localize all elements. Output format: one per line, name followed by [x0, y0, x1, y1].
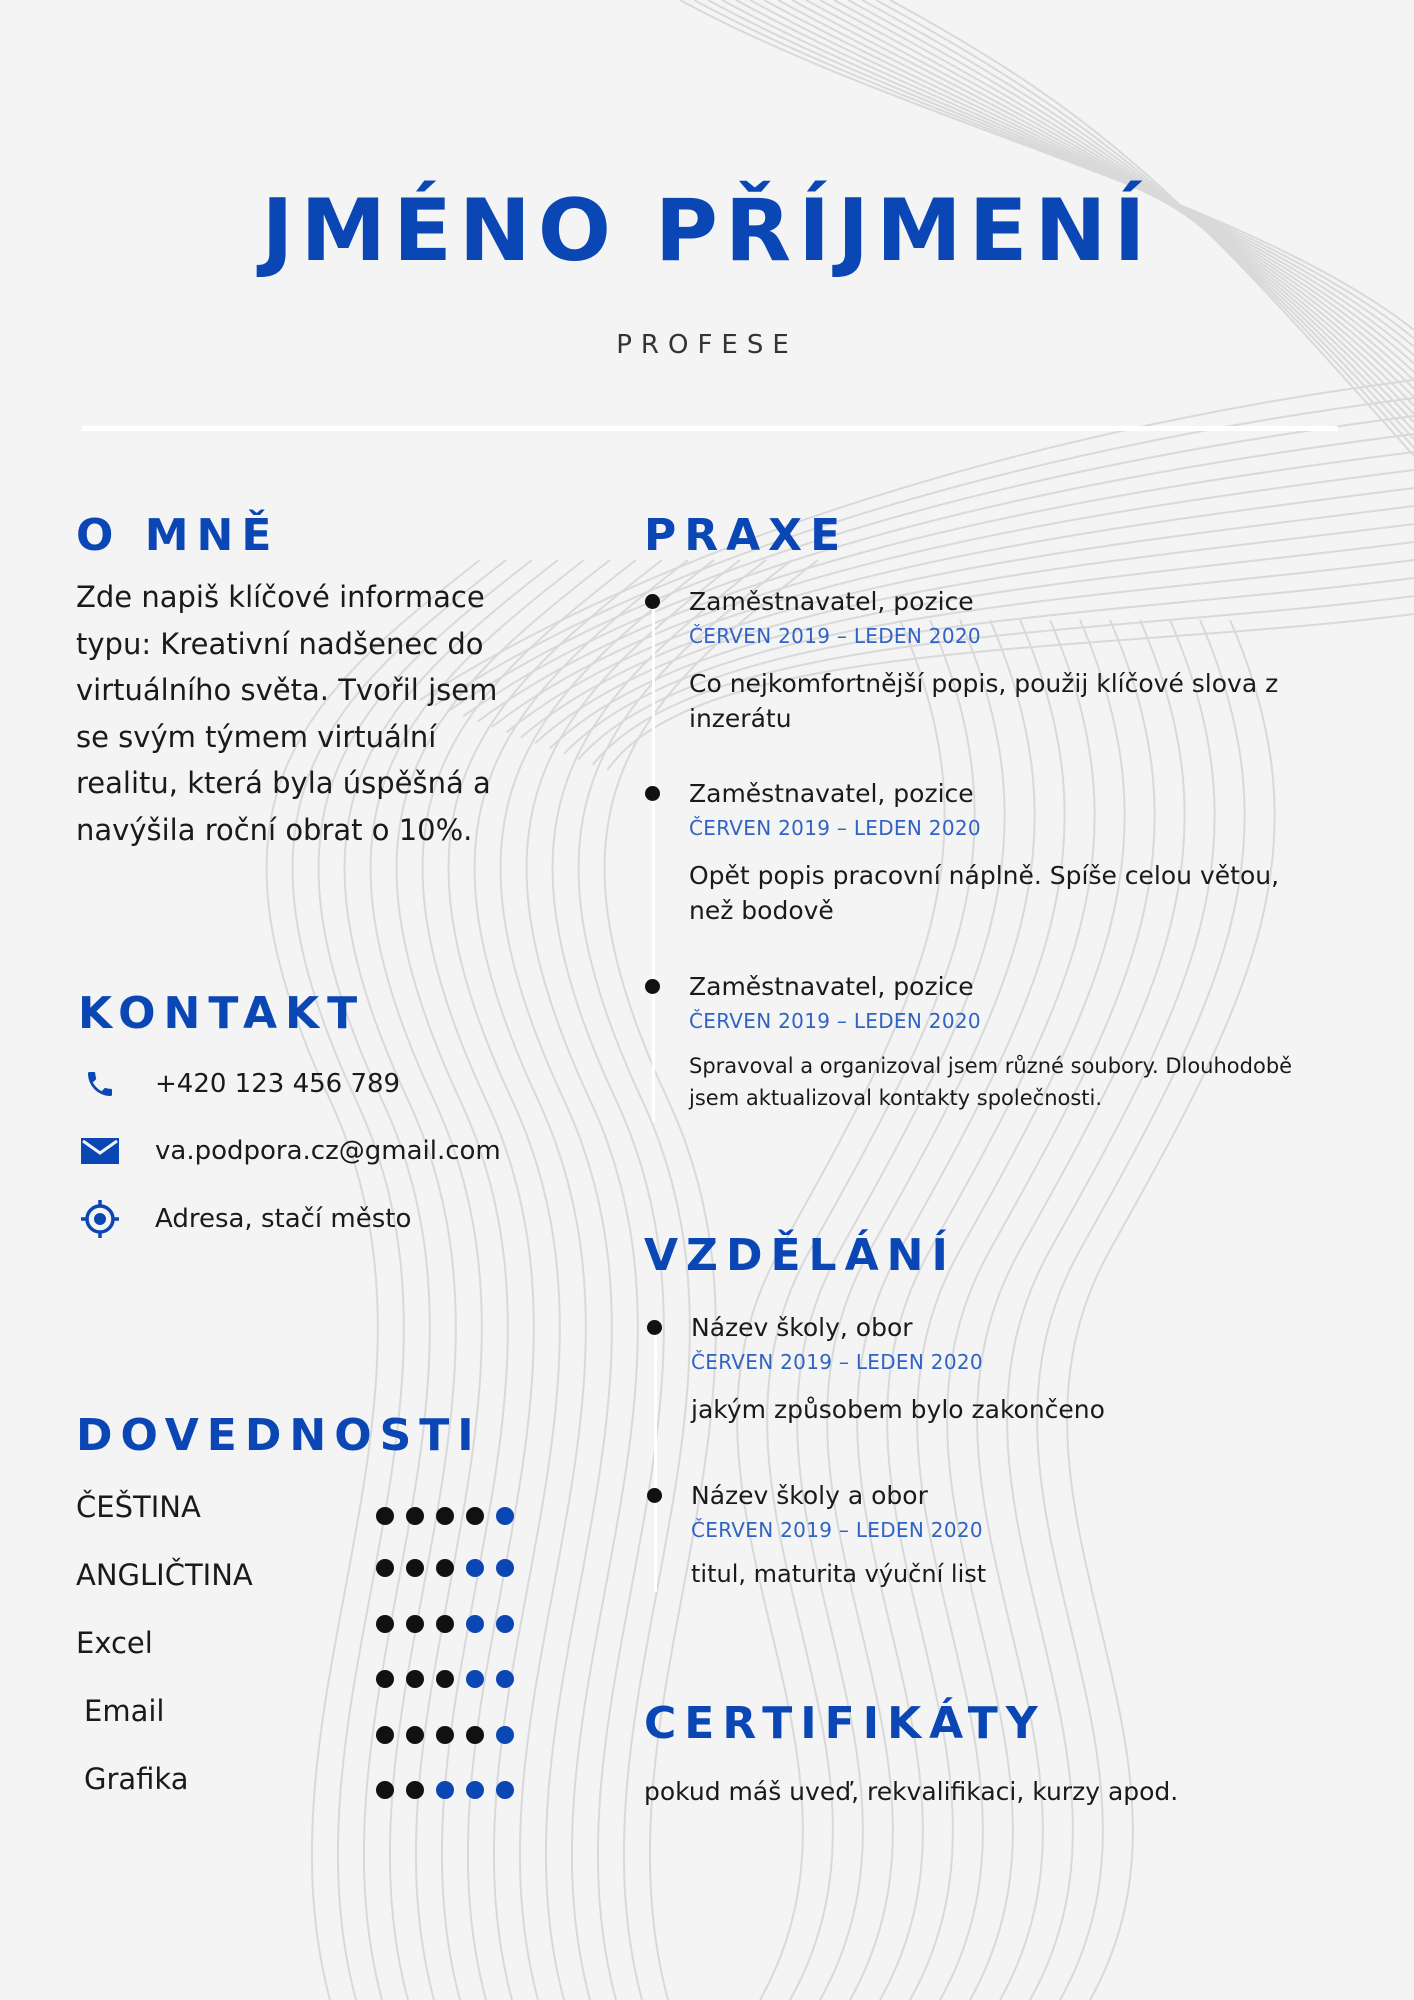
about-line: se svým týmem virtuální [76, 719, 437, 754]
contact-phone-row [78, 1064, 401, 1104]
skill-dot-filled [376, 1726, 394, 1744]
skill-dot-empty [466, 1559, 484, 1577]
about-text [76, 574, 506, 853]
skill-dot-filled [376, 1507, 394, 1525]
profession: PROFESE [616, 330, 798, 360]
skills-heading: DOVEDNOSTI [76, 1410, 482, 1461]
skill-dot-filled [436, 1670, 454, 1688]
skill-dot-filled [406, 1615, 424, 1633]
job-description: Opět popis pracovní náplně. Spíše celou větou, než bodově [689, 861, 1280, 925]
contact-email[interactable]: va.podpora.cz@gmail.com [155, 1136, 501, 1166]
about-line: realitu, která byla úspěšná a [76, 766, 491, 800]
skill-dot-filled [376, 1559, 394, 1577]
skill-dot-filled [376, 1615, 394, 1633]
school-date: ČERVEN 2019 – LEDEN 2020 [691, 1350, 983, 1374]
timeline-bullet [647, 1488, 662, 1503]
full-name: JMÉNO PŘÍJMENÍ [261, 181, 1153, 281]
about-line: virtuálního světa. Tvořil jsem [76, 673, 498, 707]
skill-rating [376, 1507, 514, 1525]
skill-dot-filled [436, 1559, 454, 1577]
skill-rating [376, 1615, 514, 1633]
skill-rating [376, 1559, 514, 1577]
contact-heading: KONTAKT [78, 988, 366, 1039]
job-title: Zaměstnavatel, pozice [689, 587, 974, 616]
job-description: Spravoval a organizoval jsem různé soubory. Dlouhodobě jsem aktualizoval kontakty společnosti. [689, 1054, 1293, 1110]
education-heading: VZDĚLÁNÍ [644, 1230, 956, 1281]
skill-dot-empty [496, 1559, 514, 1577]
skill-dot-filled [436, 1615, 454, 1633]
skill-label: Email [84, 1694, 165, 1728]
location-icon [78, 1199, 122, 1239]
skill-dot-filled [376, 1670, 394, 1688]
skill-dot-filled [406, 1726, 424, 1744]
skill-dot-filled [406, 1507, 424, 1525]
experience-timeline [652, 598, 655, 1122]
skill-label: Grafika [84, 1762, 189, 1796]
skill-dot-empty [496, 1670, 514, 1688]
skill-dot-filled [466, 1507, 484, 1525]
timeline-bullet [647, 1320, 662, 1335]
school-title: Název školy, obor [691, 1313, 913, 1342]
skill-dot-empty [496, 1726, 514, 1744]
skill-label: ČEŠTINA [76, 1490, 201, 1524]
skill-label: ANGLIČTINA [76, 1558, 253, 1592]
about-line: navýšila roční obrat o 10%. [76, 812, 473, 847]
job-title: Zaměstnavatel, pozice [689, 779, 974, 808]
skill-dot-filled [406, 1670, 424, 1688]
skill-dot-empty [466, 1670, 484, 1688]
header-divider [82, 426, 1338, 431]
about-line: Zde napiš klíčové informace [76, 580, 485, 614]
school-title: Název školy a obor [691, 1481, 928, 1510]
education-timeline [654, 1320, 657, 1592]
job-date: ČERVEN 2019 – LEDEN 2020 [689, 816, 981, 840]
contact-phone[interactable]: +420 123 456 789 [155, 1069, 401, 1099]
skill-rating [376, 1670, 514, 1688]
skill-dot-empty [496, 1781, 514, 1799]
job-date: ČERVEN 2019 – LEDEN 2020 [689, 1009, 981, 1033]
job-title: Zaměstnavatel, pozice [689, 972, 974, 1001]
timeline-bullet [645, 594, 660, 609]
certificates-heading: CERTIFIKÁTY [644, 1698, 1046, 1749]
job-description: Co nejkomfortnější popis, použij klíčové slova z inzerátu [689, 669, 1279, 733]
email-icon [78, 1131, 122, 1171]
skill-dot-filled [376, 1781, 394, 1799]
about-line: typu: Kreativní nadšenec do [76, 626, 484, 661]
contact-email-row [78, 1131, 501, 1171]
skill-dot-empty [466, 1781, 484, 1799]
timeline-bullet [645, 786, 660, 801]
timeline-bullet [645, 979, 660, 994]
school-description: titul, maturita výuční list [691, 1560, 987, 1588]
skill-dot-filled [406, 1559, 424, 1577]
school-date: ČERVEN 2019 – LEDEN 2020 [691, 1518, 983, 1542]
job-date: ČERVEN 2019 – LEDEN 2020 [689, 624, 981, 648]
skill-dot-filled [436, 1726, 454, 1744]
skill-dot-empty [466, 1615, 484, 1633]
about-heading: O MNĚ [76, 510, 280, 561]
certificates-text: pokud máš uveď, rekvalifikaci, kurzy apod. [644, 1777, 1179, 1806]
skill-dot-filled [466, 1726, 484, 1744]
skill-dot-filled [436, 1507, 454, 1525]
skill-dot-empty [496, 1507, 514, 1525]
skill-label: Excel [76, 1626, 153, 1660]
skill-dot-empty [496, 1615, 514, 1633]
school-description: jakým způsobem bylo zakončeno [691, 1395, 1105, 1424]
contact-address-row [78, 1199, 412, 1239]
contact-address: Adresa, stačí město [155, 1204, 412, 1234]
phone-icon [78, 1064, 122, 1104]
skill-rating [376, 1726, 514, 1744]
experience-heading: PRAXE [644, 510, 849, 561]
skill-dot-empty [436, 1781, 454, 1799]
skill-dot-filled [406, 1781, 424, 1799]
skill-rating [376, 1781, 514, 1799]
